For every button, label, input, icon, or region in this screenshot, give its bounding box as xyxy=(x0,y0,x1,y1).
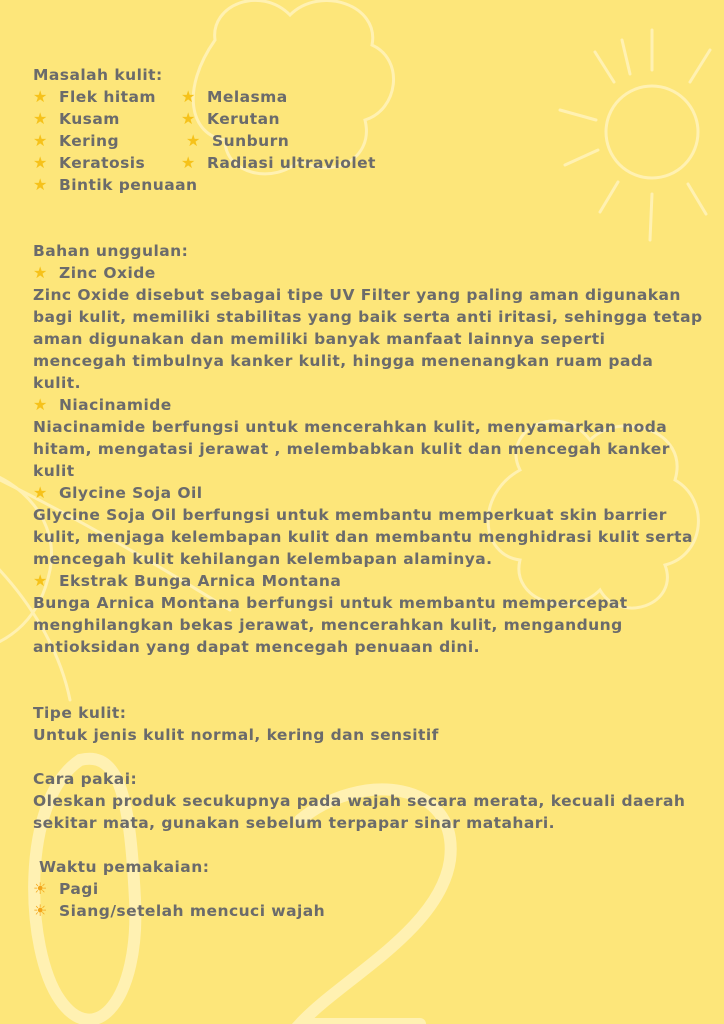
masalah-row xyxy=(33,174,703,196)
waktu-item: ☀ Pagi xyxy=(33,879,99,898)
cara-text: Oleskan produk secukupnya pada wajah secara merata, kecuali daerah sekitar mata, gunakan sebelum terpapar sinar matahari. xyxy=(33,792,686,832)
masalah-item: Kerutan xyxy=(207,110,280,128)
star-icon: ★ xyxy=(33,153,48,172)
ingredient-description: Zinc Oxide disebut sebagai tipe UV Filter yang paling aman digunakan bagi kulit, memiliki stabilitas yang baik serta anti iritasi, sehingga tetap aman digunakan dan memiliki banyak manfaat lainnya seperti mencegah timbulnya kanker kulit, hingga menenangkan ruam pada kulit. xyxy=(33,286,703,392)
waktu-heading: Waktu pemakaian: xyxy=(39,858,210,876)
tipe-heading: Tipe kulit: xyxy=(33,704,127,722)
star-icon: ★ xyxy=(181,109,196,128)
star-icon: ★ xyxy=(33,395,48,414)
star-icon: ★ xyxy=(33,483,48,502)
ingredient-item xyxy=(33,394,703,482)
masalah-item: Kusam xyxy=(59,110,120,128)
star-icon: ★ xyxy=(33,131,48,150)
main-content xyxy=(33,64,703,922)
star-icon: ★ xyxy=(186,131,201,150)
masalah-row xyxy=(33,152,703,174)
masalah-row xyxy=(33,130,703,152)
ingredient-description: Glycine Soja Oil berfungsi untuk membantu memperkuat skin barrier kulit, menjaga kelembapan kulit dan membantu menghidrasi kulit serta mencegah kulit kehilangan kelembapan alaminya. xyxy=(33,506,693,568)
star-icon: ★ xyxy=(181,87,196,106)
star-icon: ★ xyxy=(33,87,48,106)
ingredient-name: Glycine Soja Oil xyxy=(59,484,203,502)
sun-icon: ☀ xyxy=(33,879,48,898)
tipe-text: Untuk jenis kulit normal, kering dan sensitif xyxy=(33,726,439,744)
masalah-item: Kering xyxy=(59,132,120,150)
star-icon: ★ xyxy=(33,109,48,128)
masalah-item: Melasma xyxy=(207,88,288,106)
sun-icon: ☀ xyxy=(33,901,48,920)
masalah-item: Keratosis xyxy=(59,154,146,172)
ingredient-item xyxy=(33,482,703,570)
masalah-item: Sunburn xyxy=(212,132,290,150)
star-icon: ★ xyxy=(33,571,48,590)
ingredient-name: Ekstrak Bunga Arnica Montana xyxy=(59,572,342,590)
masalah-heading: Masalah kulit: xyxy=(33,66,163,84)
bahan-heading: Bahan unggulan: xyxy=(33,242,189,260)
ingredient-name: Zinc Oxide xyxy=(59,264,156,282)
masalah-item: Flek hitam xyxy=(59,88,156,106)
star-icon: ★ xyxy=(33,263,48,282)
ingredient-description: Bunga Arnica Montana berfungsi untuk membantu mempercepat menghilangkan bekas jerawat, mencerahkan kulit, mengandung antioksidan yang dapat mencegah penuaan dini. xyxy=(33,594,628,656)
star-icon: ★ xyxy=(33,175,48,194)
ingredient-item xyxy=(33,262,703,394)
cara-heading: Cara pakai: xyxy=(33,770,138,788)
masalah-row xyxy=(33,86,703,108)
masalah-item: Bintik penuaan xyxy=(59,176,198,194)
star-icon: ★ xyxy=(181,153,196,172)
ingredient-description: Niacinamide berfungsi untuk mencerahkan kulit, menyamarkan noda hitam, mengatasi jerawat , melembabkan kulit dan mencegah kanker kulit xyxy=(33,418,670,480)
ingredient-name: Niacinamide xyxy=(59,396,172,414)
ingredient-item xyxy=(33,570,703,658)
waktu-item: ☀ Siang/setelah mencuci wajah xyxy=(33,901,326,920)
masalah-item: Radiasi ultraviolet xyxy=(207,154,376,172)
masalah-row xyxy=(33,108,703,130)
